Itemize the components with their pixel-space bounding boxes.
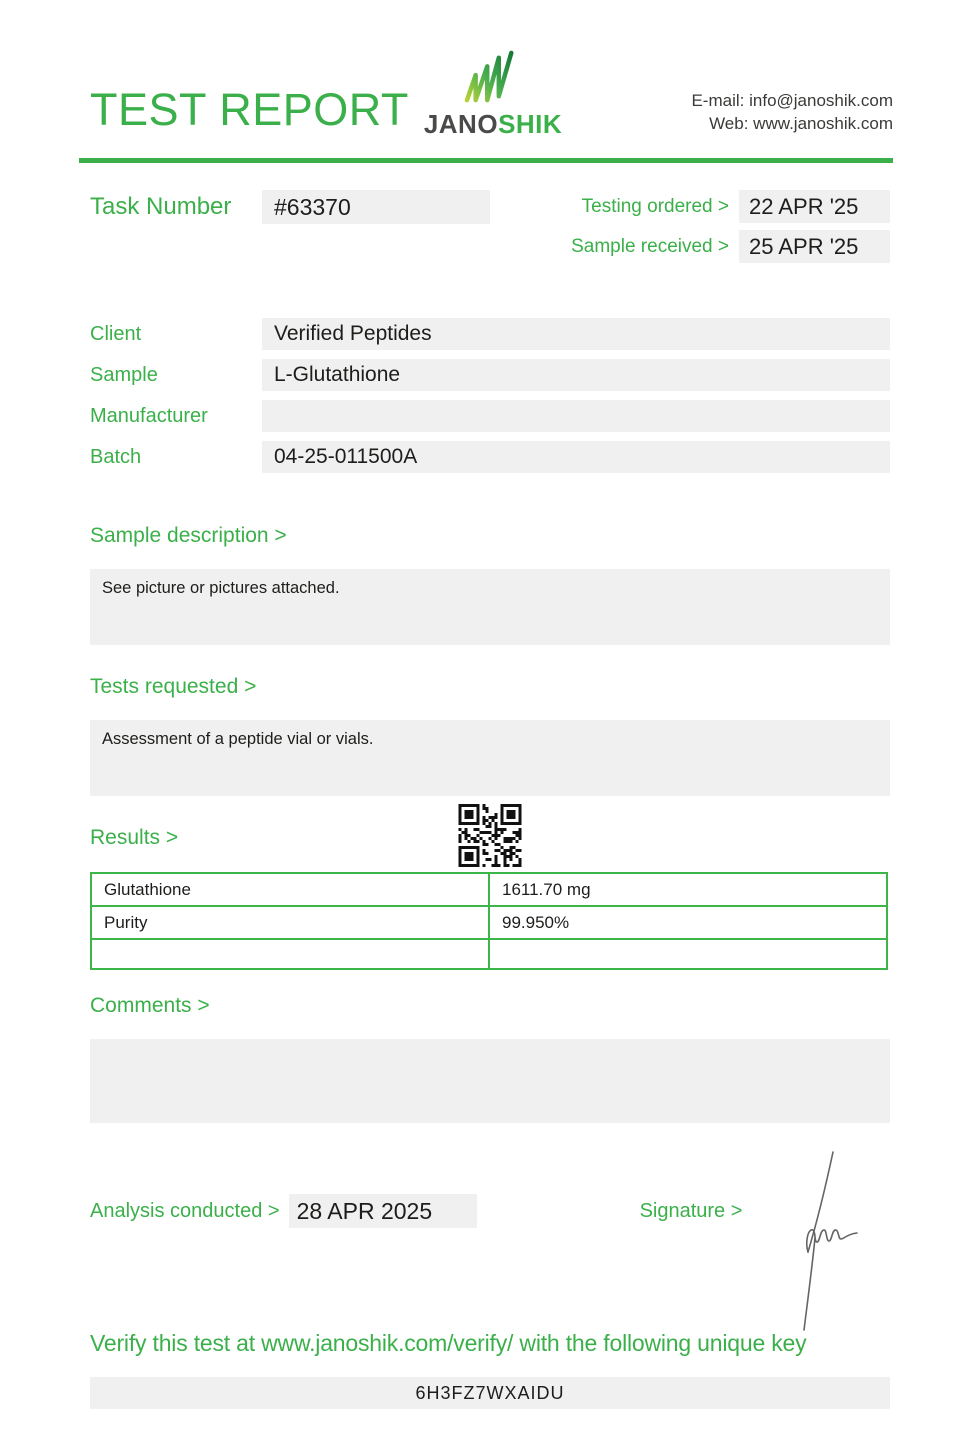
- signature-label: Signature >: [639, 1199, 743, 1222]
- sample-received-date: 25 APR '25: [739, 230, 890, 263]
- analysis-row: [90, 1194, 890, 1228]
- manufacturer-row: [90, 400, 890, 432]
- manufacturer-value: [262, 400, 890, 432]
- analysis-conducted-label: Analysis conducted >: [90, 1199, 280, 1222]
- testing-ordered-row: [557, 190, 890, 223]
- result-name-cell: Purity: [91, 906, 489, 939]
- page-title: TEST REPORT: [90, 84, 409, 135]
- contact-info: [691, 89, 893, 135]
- janoshik-logo: [418, 50, 568, 140]
- web-label: Web:: [709, 114, 749, 133]
- results-header-row: [90, 804, 890, 868]
- contact-email-line: [691, 89, 893, 112]
- email-value: info@janoshik.com: [749, 91, 893, 110]
- client-value: Verified Peptides: [262, 318, 890, 350]
- logo-text-shik: SHIK: [498, 109, 563, 139]
- qr-code: [459, 804, 522, 867]
- handwritten-signature: [778, 1146, 908, 1346]
- logo-wordmark: [424, 109, 562, 140]
- email-label: E-mail:: [691, 91, 745, 110]
- testing-ordered-date: 22 APR '25: [739, 190, 890, 223]
- results-label: Results >: [90, 826, 179, 849]
- sample-value: L-Glutathione: [262, 359, 890, 391]
- testing-ordered-label: Testing ordered >: [581, 195, 729, 217]
- result-name-cell: [91, 939, 489, 969]
- manufacturer-label: Manufacturer: [90, 404, 208, 427]
- growth-chart-icon: [462, 50, 524, 109]
- contact-web-line: [691, 112, 893, 135]
- sample-received-label: Sample received >: [571, 235, 729, 257]
- client-row: [90, 318, 890, 350]
- table-row: [91, 906, 887, 939]
- results-table: [90, 872, 888, 970]
- web-value: www.janoshik.com: [753, 114, 893, 133]
- result-value-cell: 1611.70 mg: [489, 873, 887, 906]
- tests-requested-box: Assessment of a peptide vial or vials.: [90, 720, 890, 796]
- client-label: Client: [90, 322, 142, 345]
- comments-label: Comments >: [90, 994, 210, 1017]
- batch-label: Batch: [90, 445, 142, 468]
- task-number-value: #63370: [262, 190, 490, 224]
- table-row: [91, 939, 887, 969]
- tests-requested-label: Tests requested >: [90, 675, 257, 698]
- batch-value: 04-25-011500A: [262, 441, 890, 473]
- sample-row: [90, 359, 890, 391]
- sample-label: Sample: [90, 363, 158, 386]
- task-section: [90, 190, 890, 263]
- verify-instruction: Verify this test at www.janoshik.com/verify/ with the following unique key: [90, 1330, 807, 1356]
- logo-text-jano: JANO: [423, 109, 499, 139]
- table-row: [91, 873, 887, 906]
- details-section: [90, 318, 890, 473]
- analysis-date: 28 APR 2025: [289, 1194, 477, 1228]
- sample-received-row: [557, 230, 890, 263]
- report-body: [90, 190, 890, 1409]
- result-value-cell: [489, 939, 887, 969]
- batch-row: [90, 441, 890, 473]
- unique-key-box: 6H3FZ7WXAIDU: [90, 1377, 890, 1409]
- result-value-cell: 99.950%: [489, 906, 887, 939]
- comments-box: [90, 1039, 890, 1123]
- header-divider: [79, 158, 893, 163]
- sample-description-box: See picture or pictures attached.: [90, 569, 890, 645]
- task-dates: [557, 190, 890, 263]
- task-number-row: [90, 190, 490, 224]
- task-number-label: Task Number: [90, 193, 232, 220]
- result-name-cell: Glutathione: [91, 873, 489, 906]
- sample-description-label: Sample description >: [90, 524, 287, 547]
